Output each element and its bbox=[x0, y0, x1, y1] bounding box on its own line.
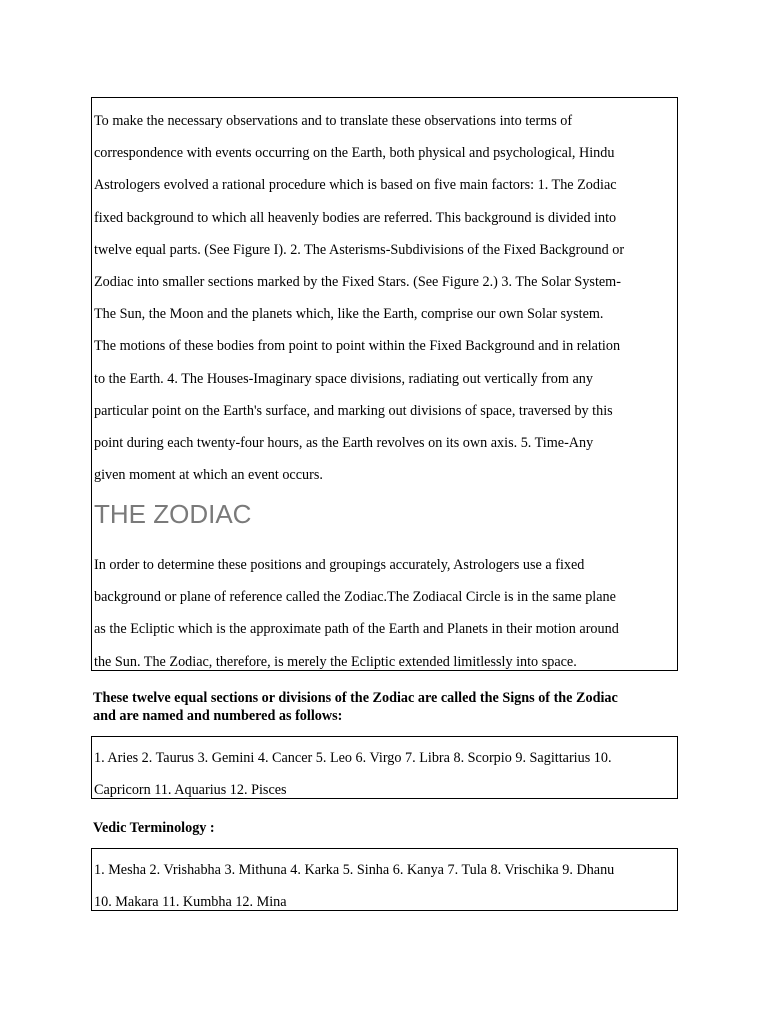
signs-caption-line: and are named and numbered as follows: bbox=[93, 708, 343, 724]
intro-line: twelve equal parts. (See Figure I). 2. The Asterisms-Subdivisions of the Fixed Background or bbox=[94, 241, 625, 258]
intro-line: To make the necessary observations and to translate these observations into terms of bbox=[94, 113, 573, 129]
vedic-list bbox=[94, 854, 674, 918]
zodiac-line: background or plane of reference called the Zodiac.The Zodiacal Circle is in the same plane bbox=[94, 589, 616, 606]
zodiac-line: as the Ecliptic which is the approximate path of the Earth and Planets in their motion around bbox=[94, 621, 619, 638]
signs-line: 1. Aries 2. Taurus 3. Gemini 4. Cancer 5. Leo 6. Virgo 7. Libra 8. Scorpio 9. Sagittarius 10. bbox=[94, 750, 612, 766]
intro-line: particular point on the Earth's surface, and marking out divisions of space, traversed by this bbox=[94, 402, 613, 419]
intro-line: The Sun, the Moon and the planets which, like the Earth, comprise our own Solar system. bbox=[94, 306, 604, 323]
main-text-box bbox=[91, 97, 678, 671]
vedic-list-box bbox=[91, 848, 678, 911]
intro-line: fixed background to which all heavenly bodies are referred. This background is divided into bbox=[94, 209, 617, 226]
intro-line: given moment at which an event occurs. bbox=[94, 467, 323, 484]
vedic-line: 1. Mesha 2. Vrishabha 3. Mithuna 4. Karka 5. Sinha 6. Kanya 7. Tula 8. Vrischika 9. Dhanu bbox=[94, 862, 615, 878]
intro-line: correspondence with events occurring on the Earth, both physical and psychological, Hindu bbox=[94, 145, 615, 162]
vedic-line: 10. Makara 11. Kumbha 12. Mina bbox=[94, 894, 287, 911]
signs-list bbox=[94, 742, 674, 806]
intro-line: point during each twenty-four hours, as the Earth revolves on its own axis. 5. Time-Any bbox=[94, 434, 594, 451]
signs-caption-line: These twelve equal sections or divisions of the Zodiac are called the Signs of the Zodiac bbox=[93, 690, 618, 706]
signs-line: Capricorn 11. Aquarius 12. Pisces bbox=[94, 782, 287, 799]
intro-line: to the Earth. 4. The Houses-Imaginary space divisions, radiating out vertically from any bbox=[94, 370, 593, 387]
zodiac-heading: THE ZODIAC bbox=[94, 499, 252, 529]
signs-caption bbox=[93, 689, 683, 725]
intro-line: Zodiac into smaller sections marked by the Fixed Stars. (See Figure 2.) 3. The Solar System- bbox=[94, 273, 621, 290]
intro-line: The motions of these bodies from point to point within the Fixed Background and in relation bbox=[94, 338, 621, 355]
vedic-caption: Vedic Terminology : bbox=[93, 820, 215, 836]
zodiac-paragraph bbox=[94, 549, 674, 678]
zodiac-line: In order to determine these positions and groupings accurately, Astrologers use a fixed bbox=[94, 557, 585, 573]
zodiac-line: the Sun. The Zodiac, therefore, is merely the Ecliptic extended limitlessly into space. bbox=[94, 653, 577, 670]
intro-line: Astrologers evolved a rational procedure which is based on five main factors: 1. The Zodiac bbox=[94, 177, 617, 194]
signs-list-box bbox=[91, 736, 678, 799]
intro-paragraph bbox=[94, 105, 674, 491]
